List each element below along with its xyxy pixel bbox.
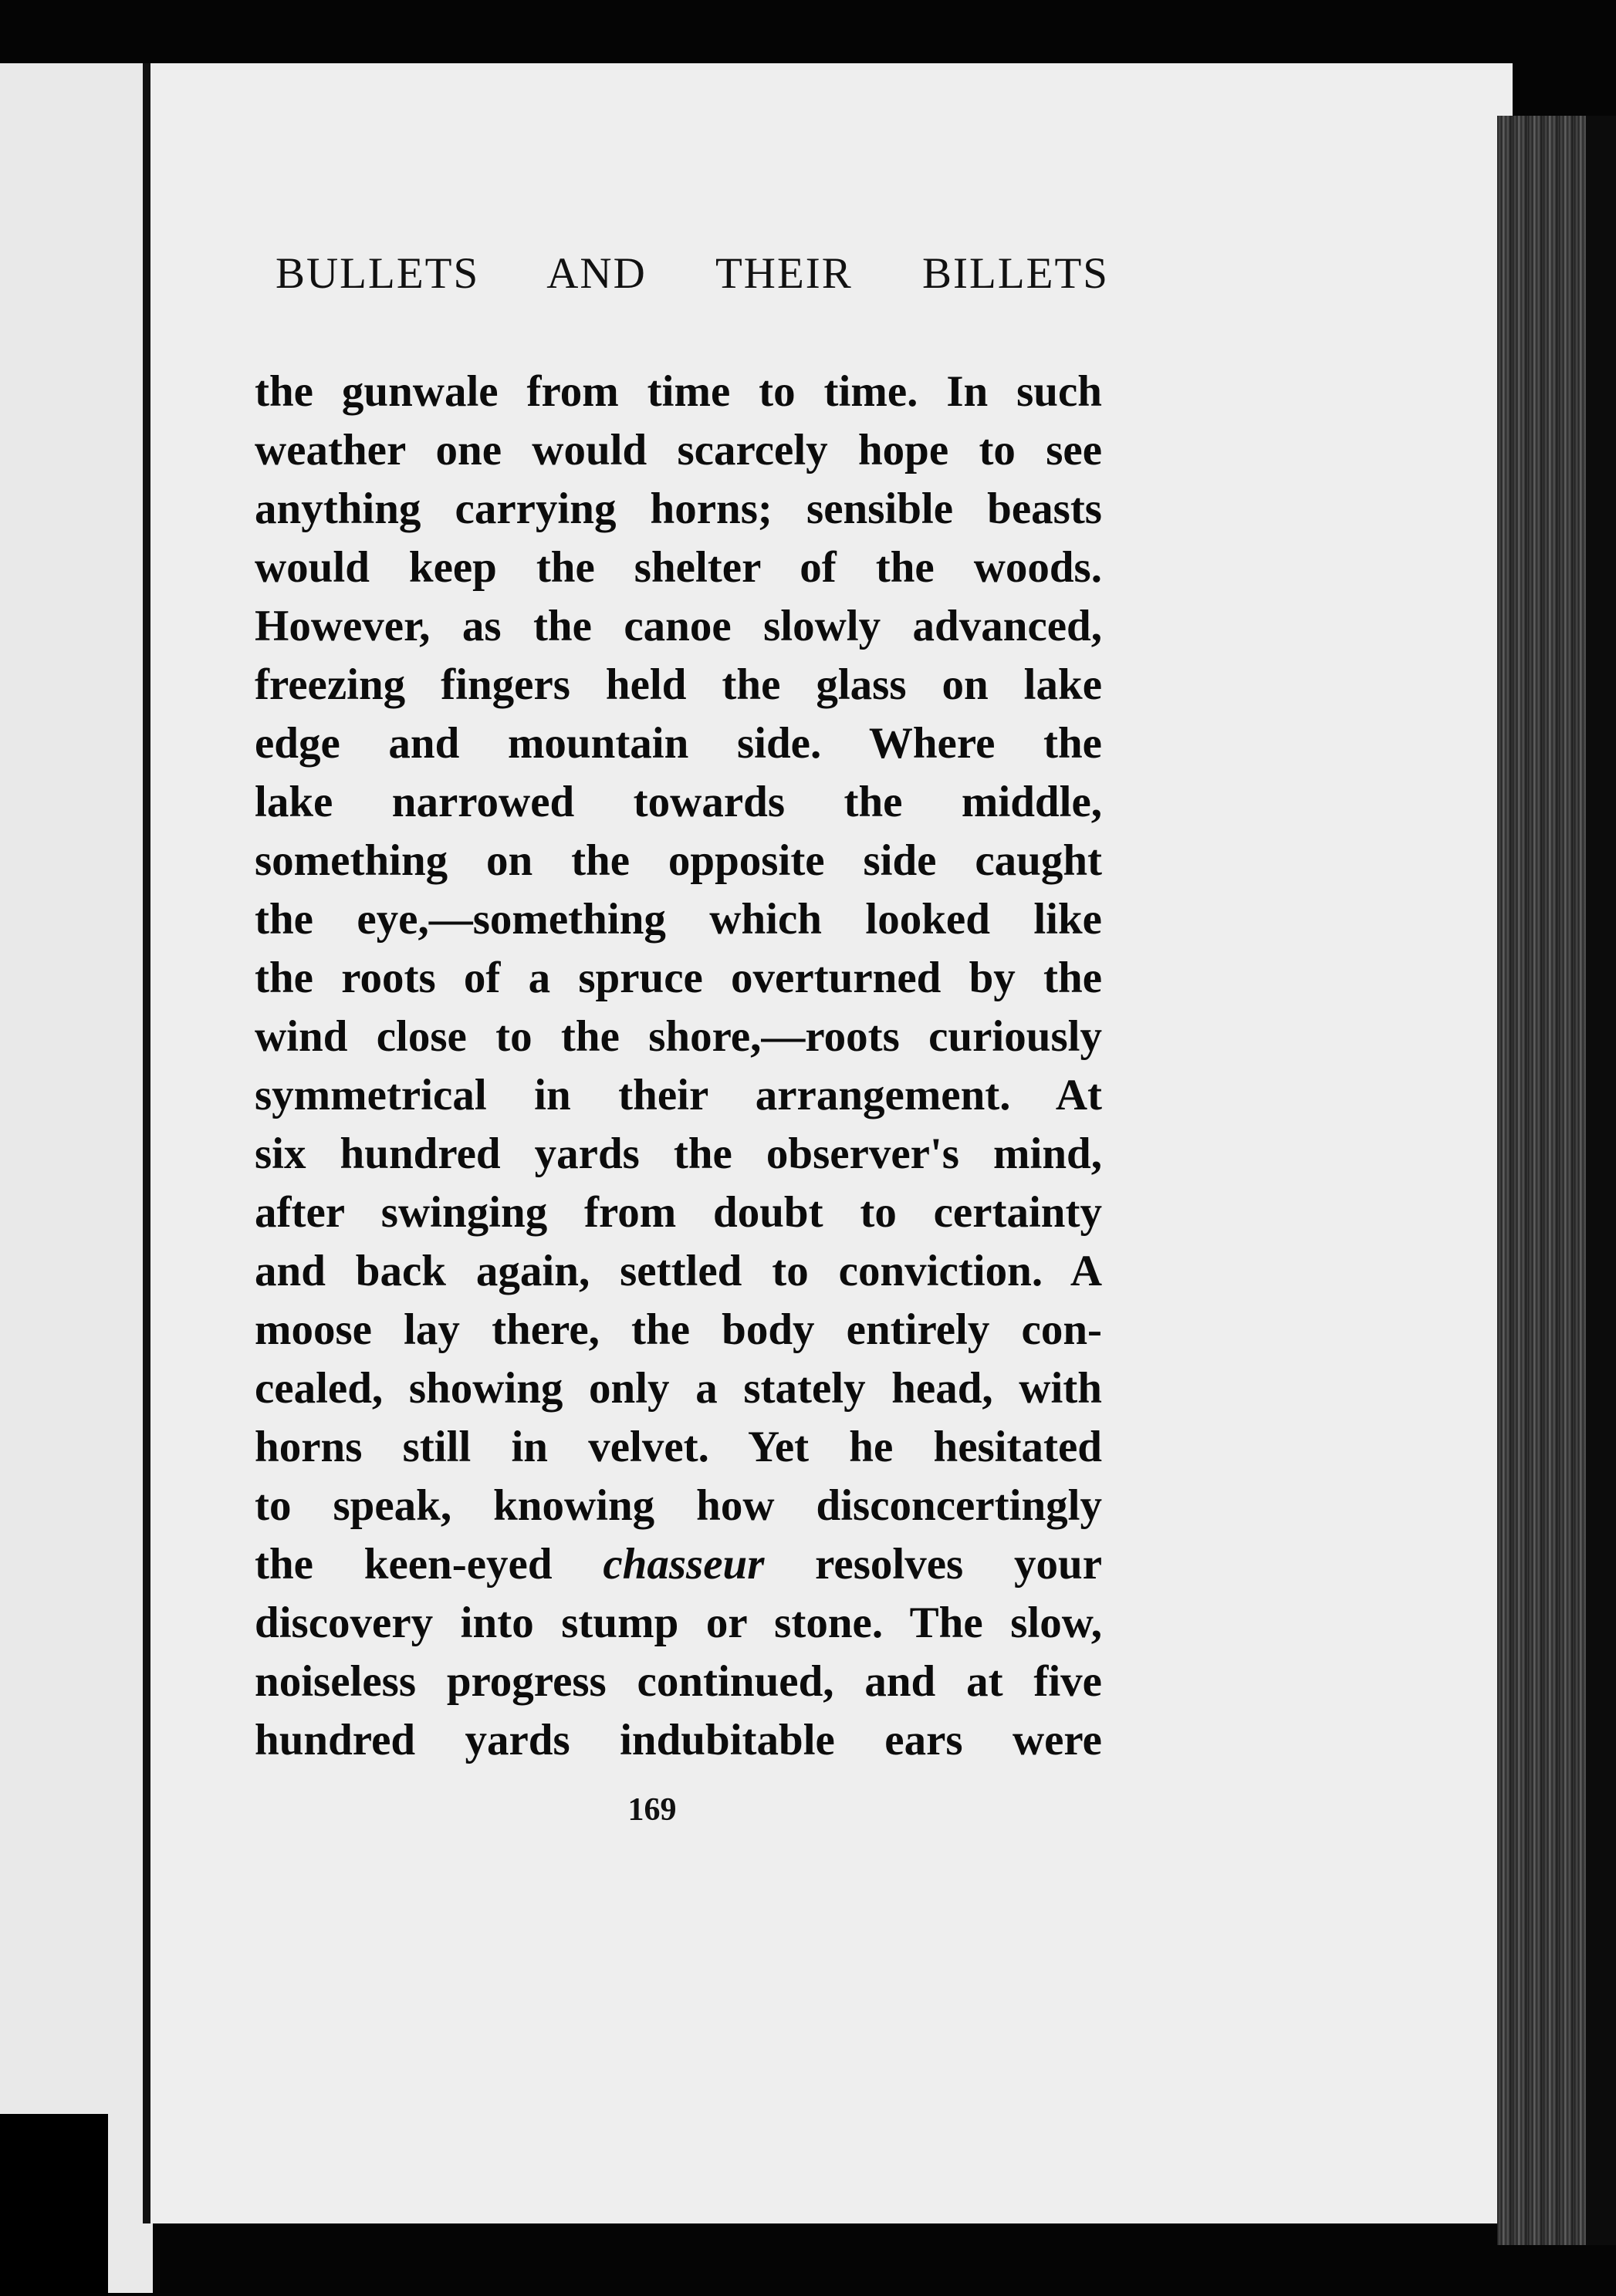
text-line: the roots of a spruce overturned by the bbox=[255, 954, 1102, 1002]
text-line: the keen-eyed chasseur resolves your bbox=[255, 1540, 1102, 1589]
text-line: would keep the shelter of the woods. bbox=[255, 543, 1102, 592]
text-line: the eye,—something which looked like bbox=[255, 895, 1102, 944]
facing-page-edge bbox=[0, 63, 153, 2293]
page-number: 169 bbox=[627, 1792, 677, 1828]
text-line: anything carrying horns; sensible beasts bbox=[255, 485, 1102, 533]
text-line: cealed, showing only a stately head, with bbox=[255, 1364, 1102, 1413]
text-line: weather one would scarcely hope to see bbox=[255, 426, 1102, 474]
text-line: something on the opposite side caught bbox=[255, 836, 1102, 885]
text-line: noiseless progress continued, and at five bbox=[255, 1657, 1102, 1706]
text-line: wind close to the shore,—roots curiously bbox=[255, 1012, 1102, 1061]
text-line: discovery into stump or stone. The slow, bbox=[255, 1599, 1102, 1647]
text-line: edge and mountain side. Where the bbox=[255, 719, 1102, 768]
text-line: However, as the canoe slowly advanced, bbox=[255, 602, 1102, 650]
text-line: horns still in velvet. Yet he hesitated bbox=[255, 1423, 1102, 1471]
text-line: to speak, knowing how disconcertingly bbox=[255, 1481, 1102, 1530]
text-line: after swinging from doubt to certainty bbox=[255, 1188, 1102, 1237]
text-line: symmetrical in their arrangement. At bbox=[255, 1071, 1102, 1119]
italic-word: chasseur bbox=[603, 1540, 765, 1589]
book-cover-edge bbox=[1586, 116, 1616, 2245]
text-line: and back again, settled to conviction. A bbox=[255, 1247, 1102, 1295]
body-text bbox=[255, 363, 1102, 1770]
facing-page-fold bbox=[0, 2114, 108, 2296]
text-line: freezing fingers held the glass on lake bbox=[255, 660, 1102, 709]
running-head: BULLETS AND THEIR BILLETS bbox=[276, 249, 1109, 298]
text-line: moose lay there, the body entirely con- bbox=[255, 1305, 1102, 1354]
text-line: hundred yards indubitable ears were bbox=[255, 1716, 1102, 1764]
text-line: the gunwale from time to time. In such bbox=[255, 367, 1102, 416]
text-line: lake narrowed towards the middle, bbox=[255, 778, 1102, 826]
text-line: six hundred yards the observer's mind, bbox=[255, 1129, 1102, 1178]
page-block-edges bbox=[1497, 116, 1586, 2245]
